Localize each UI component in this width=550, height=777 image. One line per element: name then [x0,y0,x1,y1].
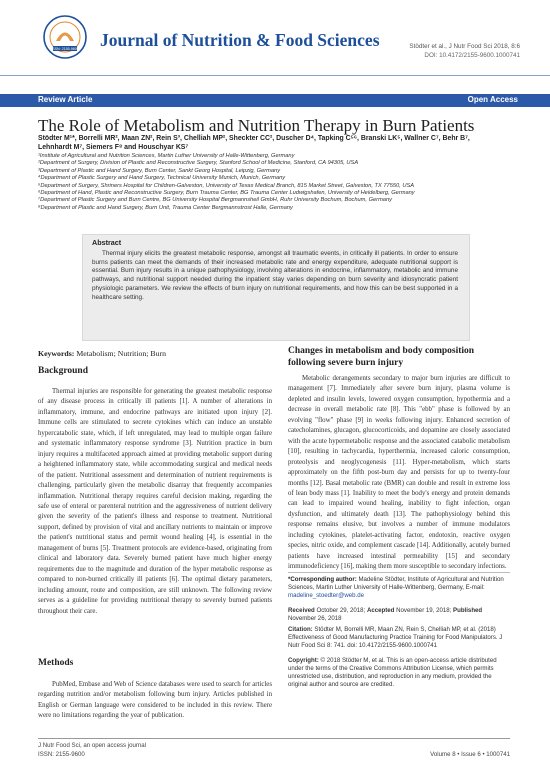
keywords-label: Keywords: [38,349,75,358]
citation-line: Stödter et al., J Nutr Food Sci 2018, 8:6 [409,43,520,50]
citation-text: Stödter M, Borrelli MR, Maan ZN, Rein S, Chelliah MP, et al. (2018) Effectiveness of Good Manufacturing Practice Training for Food Manipulators. J Nutr Food Sci 8: 741. doi: 10.4172/2155-9600.1000741 [288,626,503,649]
affiliation: ⁶Department of Hand, Plastic and Reconstructive Surgery, Burn Trauma Center, BG Trauma Center Ludwigshafen, University of Heidelberg, Germany [38,190,415,197]
affiliation: ⁵Department of Surgery, Shriners Hospital for Children-Galveston, University of Texas Medical Branch, 815 Market Street, Galveston, TX 77550, USA [38,182,415,189]
affiliation: ⁸Department of Plastic and Hand Surgery, Burn Unit, Trauma Center Bergmannstrost Halle, Germany [38,204,293,211]
metabolism-paragraph: Metabolic derangements secondary to major burn injuries are difficult to management [7]. Immediately after severe burn injury, plasma volume is depleted and insulin levels, lowered oxygen consumption, hypothermia and a decrease in overall metabolic rate [8]. This "ebb" phase is followed by an evolving "flow" phase [9] in weeks following injury. Enhanced secretion of catecholamines, glucagon, glucocorticoids, and dopamine are closely associated with the acute hypermetabolic response and the associated catabolic metabolism [10], resulting in tachycardia, hyperthermia, increased caloric consumption, proteolysis and neoglycogenesis [11]. Hyper-metabolism, which starts approximately on the fifth post-burn day and persists for up to twenty-four months [12]. Basal metabolic rate (BMR) can double and result in extreme loss of lean body mass [1]. Inability to meet the body's energy and protein demands can lead to impaired wound healing, inability to fight infection, organ dysfunction, and ultimately death [13]. The pathophysiology behind this response remains elusive, but involves a number of immune modulators including cytokines, platelet-activating factor, endotoxin, reactive oxygen species, nitric oxide, and complement cascade [14]. Additionally, acutely burned patients have increased intestinal permeability [15] and secondary immunodeficiency [16], making them more susceptible to secondary infections. [288,375,510,571]
journal-name: Journal of Nutrition & Food Sciences [100,30,380,50]
doi-line[interactable]: DOI: 10.4172/2155-9600.1000741 [424,52,520,59]
copyright-text: © 2018 Stödter M, et al. This is an open-access article distributed under the terms of the Creative Commons Attribution License, which permits unrestricted use, distribution, and reproduction in any medium, provided the original author and source are credited. [288,657,497,688]
affiliation: ¹Institute of Agricultural and Nutrition Sciences, Martin Luther University of Halle-Wittenberg, Germany [38,153,295,159]
corresponding-email[interactable]: madeline_stoedter@web.de [288,592,364,599]
methods-heading: Methods [38,658,74,668]
abstract-heading: Abstract [92,238,122,247]
authors-line-2: Lehnhardt M⁷, Siemers F⁸ and Houschyar KS⁷ [38,144,189,151]
logo-issn: ISSN: 2155-9600 [51,47,79,51]
affiliation: ⁷Department of Plastic Surgery and Burn Centre, BG University Hospital Bergmannsheil GmbH, Ruhr University Bochum, Bochum, Germany [38,197,392,204]
metabolism-section [288,374,510,573]
header-rule [0,75,550,76]
open-access-label: Open Access [467,95,518,104]
keywords-text: Metabolism; Nutrition; Burn [76,349,167,358]
background-paragraph: Thermal injuries are responsible for generating the greatest metabolic response of any disease process in critically ill patients [1]. A number of alterations in inflammatory, immune, and endocrine pathways are initiated upon injury [2]. Immune cells are stimulated to secrete cytokines which can induce an unstable hypercatabolic state, which, if left unregulated, may lead to multiple organ failure and systematic inflammatory response syndrome [3]. Nutrition practice in burn injury requires a multifaceted approach aimed at providing metabolic support during a heightened inflammatory state, while accommodating surgical and medical needs of the patient. Nutritional assessment and determination of nutrient requirements is challenging, particularly given the metabolic disarray that frequently accompanies inflammation. Nutritional therapy requires careful decision making, regarding the safe use of enteral or parenteral nutrition and the aggressiveness of nutrient delivery given the severity of the patient's illness and response to treatment. Nutritional support, defined by provision of vital and ancillary nutrients to maintain or improve the patient's nutritional status and permit wound healing [4], is essential in the management of burns [5]. Treatment protocols are evidence-based, originating from clinical and laboratory data. Severely burned patient have much higher energy requirements due to the magnitude and duration of the hyper metabolic response as compared to non-burned critically ill patients [6]. The optimal dietary parameters, including amount, route and composition, are still unknown. The following review serves as a guideline for providing nutritional therapy to severely burned patients throughout their care. [38,388,272,615]
received-label: Received [288,607,315,614]
corresponding-text: Madeline Stödter, Institute of Agricultural and Nutrition Sciences, Martin Luther University of Halle-Wittenberg, Germany, E-mail: [288,576,504,591]
author-list [38,134,518,152]
citation-label: Citation: [288,626,313,633]
background-heading: Background [38,366,88,376]
footer-volume: Volume 8 • Issue 6 • 1000741 [430,751,510,758]
affiliation: ²Department of Surgery, Division of Plastic and Reconstructive Surgery, Stanford School of Medicine, Stanford, CA 94305, USA [38,160,359,167]
abstract-text: Thermal injury elicits the greatest metabolic response, amongst all traumatic events, in critically ill patients. In order to ensure burns patients can meet the demands of their increased metabolic rate and energy expenditure, adequate nutritional support is essential. Burn injury results in a unique pathophysiology, involving alterations in endocrine, inflammatory, metabolic and immune pathways, and nutritional support needed during the inpatient stay varies depending on burn severity and idiosyncratic patient physiologic parameters. We review the effects of burn injury on nutritional requirements, and how this can be best supported in a healthcare setting. [92,250,458,301]
published-date: November 26, 2018 [288,615,342,622]
methods-section [38,680,272,722]
corresponding-label: *Corresponding author: [288,576,357,583]
affiliation: ⁴Department of Plastic Surgery and Hand Surgery, Technical University Munich, Munich, Germany [38,175,286,182]
background-section [38,387,272,617]
published-label: Published [453,607,483,614]
journal-logo [42,14,88,60]
copyright-block [288,657,510,689]
correspondence-rule [288,572,510,573]
accepted-date: November 19, 2018; [396,607,452,614]
authors-line-1: Stödter M¹*, Borrelli MR², Maan ZN², Rein S³, Chelliah MP², Sheckter CC², Duscher D⁴, Tapking C⁵⁶, Branski LK⁵, Wallner C⁷, Behr B⁷, [38,135,470,142]
article-type: Review Article [38,95,93,104]
affiliations [38,153,528,212]
dates-block [288,607,510,623]
correspondence-block [288,576,510,600]
footer-rule [38,738,510,739]
affiliation: ³Department of Plastic and Hand Surgery, Burn Center, Sankt Georg Hospital, Leipzig, Germany [38,167,281,174]
methods-paragraph: PubMed, Embase and Web of Science databases were used to search for articles regarding nutrition and/or metabolism following burn injury. Articles published in English or German language were considered to be included in this review. There were no limitations regarding the year of publication. [38,681,272,720]
keywords [38,349,166,358]
citation-block [288,626,510,650]
article-title: The Role of Metabolism and Nutrition Therapy in Burn Patients [38,116,475,135]
copyright-label: Copyright: [288,657,319,664]
citation-header [409,42,520,60]
footer-issn: ISSN: 2155-9600 [38,750,85,758]
footer-journal: J Nutr Food Sci, an open access journal [38,742,147,749]
footer-left [38,742,146,759]
accepted-label: Accepted [366,607,395,614]
received-date: October 29, 2018; [316,607,366,614]
metabolism-heading: Changes in metabolism and body composition following severe burn injury [288,346,475,368]
